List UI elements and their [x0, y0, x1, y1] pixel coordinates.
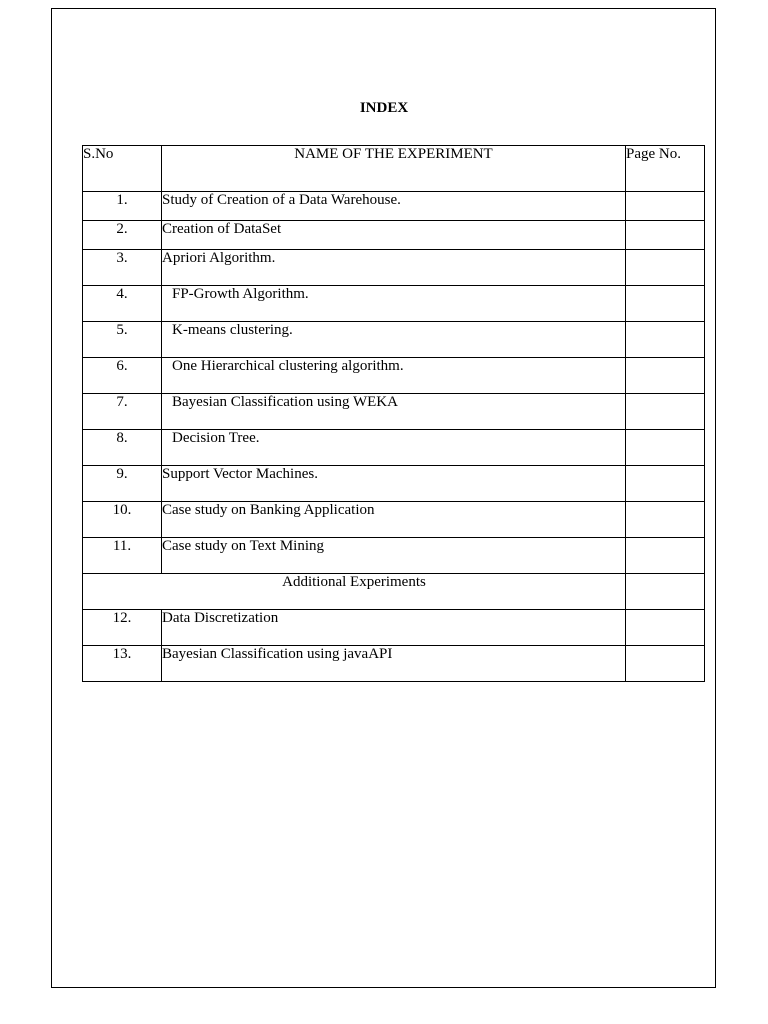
- row-name: Support Vector Machines.: [162, 466, 626, 502]
- row-name: FP-Growth Algorithm.: [162, 286, 626, 322]
- row-sno: 8.: [83, 430, 162, 466]
- table-row: [83, 610, 705, 646]
- page-title: INDEX: [359, 100, 409, 116]
- row-sno: 6.: [83, 358, 162, 394]
- table-row: [83, 430, 705, 466]
- section-heading: Additional Experiments: [83, 574, 626, 610]
- table-row: [83, 192, 705, 221]
- row-sno: 7.: [83, 394, 162, 430]
- table-row: [83, 502, 705, 538]
- row-sno: 3.: [83, 250, 162, 286]
- row-sno: 12.: [83, 610, 162, 646]
- row-page: [626, 250, 705, 286]
- row-page: [626, 221, 705, 250]
- row-page: [626, 574, 705, 610]
- row-name: Creation of DataSet: [162, 221, 626, 250]
- row-page: [626, 358, 705, 394]
- row-sno: 13.: [83, 646, 162, 682]
- index-table: [82, 145, 705, 682]
- header-name: NAME OF THE EXPERIMENT: [162, 146, 626, 192]
- row-name: One Hierarchical clustering algorithm.: [162, 358, 626, 394]
- row-sno: 1.: [83, 192, 162, 221]
- row-name: Data Discretization: [162, 610, 626, 646]
- row-sno: 2.: [83, 221, 162, 250]
- table-row: [83, 646, 705, 682]
- row-page: [626, 502, 705, 538]
- table-row: [83, 358, 705, 394]
- header-sno: S.No: [83, 146, 162, 192]
- table-row: [83, 538, 705, 574]
- row-name: Bayesian Classification using javaAPI: [162, 646, 626, 682]
- row-page: [626, 646, 705, 682]
- row-sno: 5.: [83, 322, 162, 358]
- row-name: Case study on Text Mining: [162, 538, 626, 574]
- row-sno: 4.: [83, 286, 162, 322]
- row-page: [626, 192, 705, 221]
- table-row: [83, 286, 705, 322]
- row-page: [626, 538, 705, 574]
- table-row: [83, 466, 705, 502]
- row-name: Case study on Banking Application: [162, 502, 626, 538]
- row-page: [626, 610, 705, 646]
- table-row: [83, 250, 705, 286]
- row-page: [626, 394, 705, 430]
- row-page: [626, 466, 705, 502]
- row-name: Study of Creation of a Data Warehouse.: [162, 192, 626, 221]
- row-page: [626, 322, 705, 358]
- row-sno: 11.: [83, 538, 162, 574]
- row-page: [626, 286, 705, 322]
- row-sno: 9.: [83, 466, 162, 502]
- table-header-row: [83, 146, 705, 192]
- row-page: [626, 430, 705, 466]
- row-name: Apriori Algorithm.: [162, 250, 626, 286]
- header-page: Page No.: [626, 146, 705, 192]
- table-row: [83, 322, 705, 358]
- table-row: [83, 221, 705, 250]
- section-row: [83, 574, 705, 610]
- table-row: [83, 394, 705, 430]
- row-name: K-means clustering.: [162, 322, 626, 358]
- row-name: Bayesian Classification using WEKA: [162, 394, 626, 430]
- row-name: Decision Tree.: [162, 430, 626, 466]
- row-sno: 10.: [83, 502, 162, 538]
